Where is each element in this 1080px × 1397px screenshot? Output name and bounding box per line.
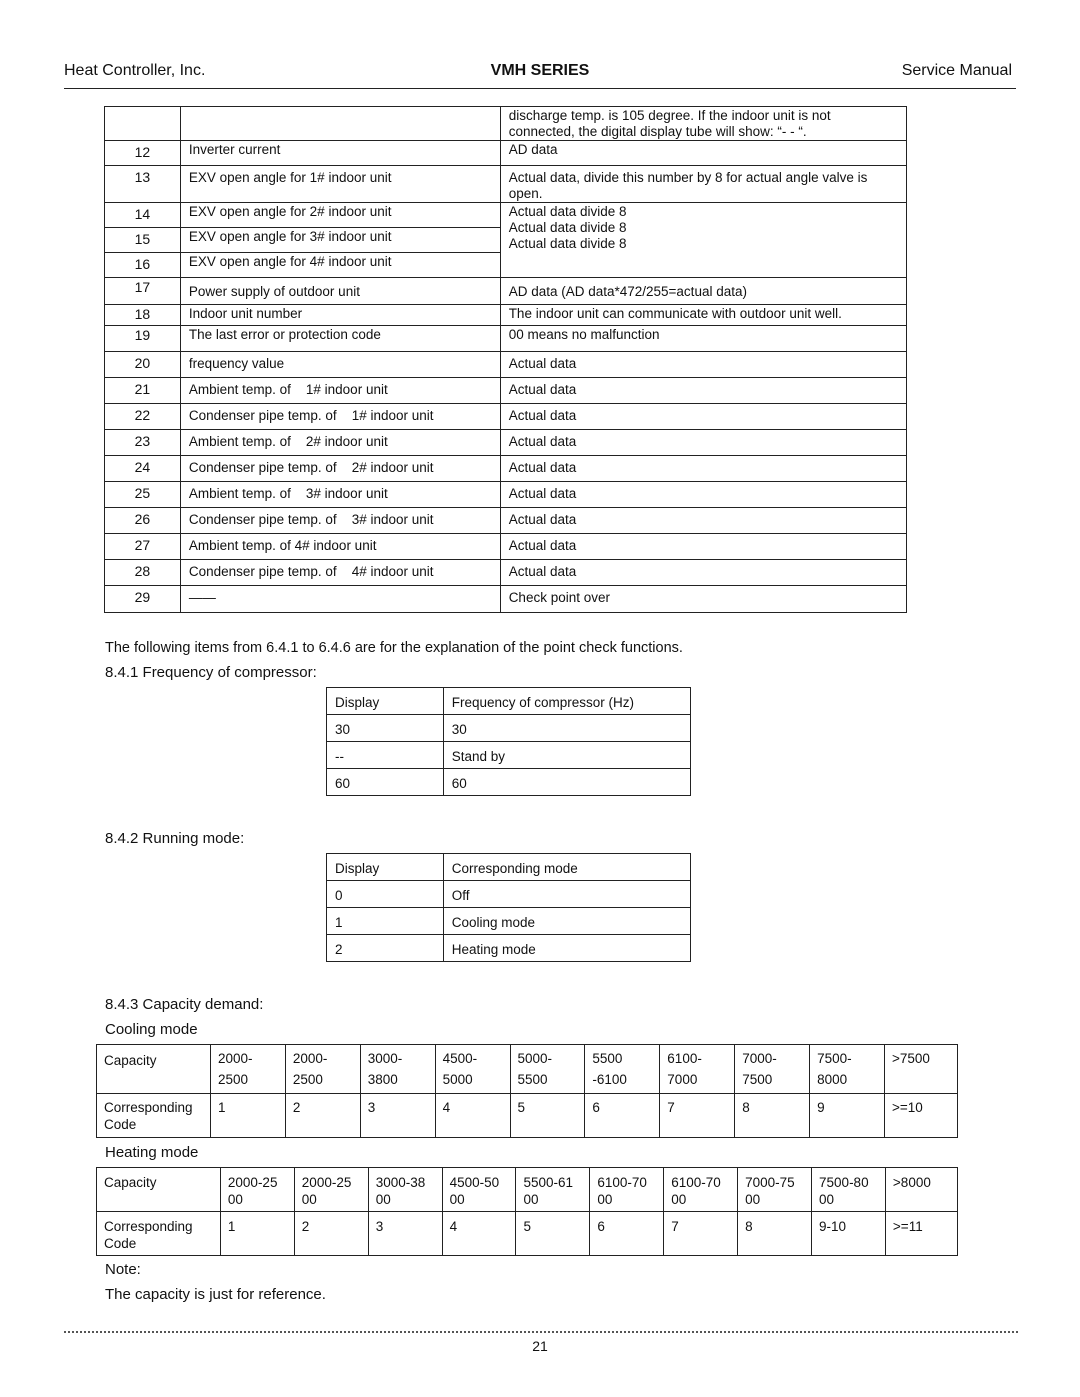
capacity-row (97, 1045, 958, 1094)
row-description: Actual data (500, 352, 906, 378)
table-row (327, 881, 691, 908)
capacity-cell (368, 1168, 442, 1212)
table-row (327, 715, 691, 742)
table-header-row (327, 854, 691, 881)
row-item: Inverter current (180, 141, 500, 166)
table-row (105, 586, 907, 613)
row-number: 15 (105, 228, 181, 253)
intro-paragraph: The following items from 6.4.1 to 6.4.6 are for the explanation of the point check functions. (105, 640, 683, 656)
row-item: Ambient temp. of 4# indoor unit (180, 534, 500, 560)
row-number: 25 (105, 482, 181, 508)
table-row (105, 107, 907, 141)
capacity-line: 7000- (742, 1051, 777, 1066)
row-item: Condenser pipe temp. of 1# indoor unit (180, 404, 500, 430)
capacity-line: 2000-25 (301, 1175, 352, 1190)
capacity-cell (660, 1045, 735, 1094)
code-cell: 5 (516, 1212, 590, 1256)
capacity-line: 00 (227, 1192, 243, 1207)
code-cell: 2 (285, 1094, 360, 1138)
section-heading-capacity-demand: 8.4.3 Capacity demand: (105, 996, 264, 1013)
code-cell: 7 (660, 1094, 735, 1138)
capacity-line: 6100- (667, 1051, 702, 1066)
row-description: Actual data (500, 404, 906, 430)
table-row (327, 742, 691, 769)
capacity-line: 00 (597, 1192, 613, 1207)
capacity-cell (885, 1168, 957, 1212)
capacity-line: 7500 (742, 1072, 773, 1087)
heating-capacity-table (96, 1167, 958, 1256)
table-row (327, 769, 691, 796)
section-heading-running-mode: 8.4.2 Running mode: (105, 830, 245, 847)
row-number: 21 (105, 378, 181, 404)
row-number: 13 (105, 166, 181, 203)
capacity-line: 3000-38 (375, 1175, 426, 1190)
capacity-line: 6100-70 (597, 1175, 647, 1190)
row-item: EXV open angle for 1# indoor unit (180, 166, 500, 203)
capacity-cell (516, 1168, 590, 1212)
company-name: Heat Controller, Inc. (64, 62, 206, 79)
row-description: discharge temp. is 105 degree. If the indoor unit is not connected, the digital display tube will show: “- - “. (500, 107, 906, 141)
code-cell: 7 (664, 1212, 738, 1256)
capacity-cell (585, 1045, 660, 1094)
capacity-label-text: Capacity (104, 1175, 157, 1190)
table-row (105, 560, 907, 586)
row-number: 20 (105, 352, 181, 378)
row-item: —— (180, 586, 500, 613)
table-row (105, 305, 907, 326)
row-number: 16 (105, 253, 181, 278)
row-number: 29 (105, 586, 181, 613)
code-cell: 9-10 (812, 1212, 886, 1256)
code-cell: 5 (510, 1094, 585, 1138)
capacity-line: 7500-80 (819, 1175, 869, 1190)
capacity-line: 00 (745, 1192, 761, 1207)
row-description: Actual data (500, 508, 906, 534)
code-label-line: Corresponding (104, 1219, 193, 1234)
table-cell: Cooling mode (443, 908, 690, 935)
capacity-line: 2000-25 (227, 1175, 278, 1190)
header-cell: Display (327, 688, 444, 715)
capacity-line: 5500-61 (523, 1175, 574, 1190)
row-number: 27 (105, 534, 181, 560)
table-row (105, 203, 907, 228)
capacity-cell (810, 1045, 885, 1094)
capacity-cell (210, 1045, 285, 1094)
capacity-line: >8000 (892, 1175, 931, 1190)
table-cell: 60 (327, 769, 444, 796)
code-cell: 9 (810, 1094, 885, 1138)
row-item: EXV open angle for 2# indoor unit (180, 203, 500, 228)
row-description: AD data (500, 141, 906, 166)
capacity-cell (360, 1045, 435, 1094)
capacity-cell (884, 1045, 957, 1094)
table-header-row (327, 688, 691, 715)
code-cell: 2 (294, 1212, 368, 1256)
capacity-label (97, 1168, 221, 1212)
capacity-cell (510, 1045, 585, 1094)
capacity-line: 00 (819, 1192, 835, 1207)
row-description: Actual data divide 8 (508, 220, 627, 235)
capacity-line: 2000- (217, 1051, 253, 1066)
row-number: 17 (105, 278, 181, 305)
capacity-line: 00 (523, 1192, 539, 1207)
capacity-line: 3000- (367, 1051, 403, 1066)
table-row (105, 456, 907, 482)
row-number: 23 (105, 430, 181, 456)
table-cell: Heating mode (443, 935, 690, 962)
capacity-line: 00 (375, 1192, 391, 1207)
capacity-line: >7500 (891, 1051, 930, 1066)
capacity-line: 5500 (517, 1072, 548, 1087)
row-description: Actual data (500, 482, 906, 508)
row-item: Ambient temp. of 2# indoor unit (180, 430, 500, 456)
capacity-line: -6100 (592, 1072, 627, 1087)
table-cell: 2 (327, 935, 444, 962)
cooling-capacity-table (96, 1044, 958, 1138)
row-number: 18 (105, 305, 181, 326)
capacity-line: 3800 (367, 1072, 398, 1087)
table-row (105, 326, 907, 352)
code-cell: 3 (360, 1094, 435, 1138)
capacity-line: 00 (449, 1192, 465, 1207)
code-label-line: Corresponding (104, 1100, 193, 1115)
capacity-line: 5000- (517, 1051, 553, 1066)
row-description: Actual data (500, 560, 906, 586)
table-cell: 30 (443, 715, 690, 742)
row-number: 28 (105, 560, 181, 586)
section-heading-frequency: 8.4.1 Frequency of compressor: (105, 664, 317, 681)
row-item: Power supply of outdoor unit (180, 278, 500, 305)
code-label-line: Code (104, 1117, 137, 1132)
code-cell: >=10 (884, 1094, 957, 1138)
note-label: Note: (105, 1261, 141, 1278)
row-description: Actual data (500, 378, 906, 404)
code-cell: 4 (435, 1094, 510, 1138)
exv-description-cell (500, 203, 906, 278)
row-number: 26 (105, 508, 181, 534)
capacity-label-text: Capacity (104, 1053, 157, 1068)
capacity-cell (735, 1045, 810, 1094)
table-row (105, 352, 907, 378)
row-description: Actual data, divide this number by 8 for actual angle valve is open. (500, 166, 906, 203)
series-title: VMH SERIES (490, 62, 590, 79)
heating-mode-title: Heating mode (105, 1144, 199, 1161)
code-label (97, 1094, 211, 1138)
capacity-cell (435, 1045, 510, 1094)
row-item: EXV open angle for 3# indoor unit (180, 228, 500, 253)
footer-divider (64, 1331, 1018, 1333)
code-label (97, 1212, 221, 1256)
code-row (97, 1094, 958, 1138)
table-row (105, 278, 907, 305)
header-divider (64, 88, 1016, 89)
point-check-table (104, 106, 907, 613)
row-item: The last error or protection code (180, 326, 500, 352)
capacity-line: 2000- (292, 1051, 328, 1066)
table-cell: 60 (443, 769, 690, 796)
row-number: 12 (105, 141, 181, 166)
table-row (105, 166, 907, 203)
capacity-line: 2500 (217, 1072, 248, 1087)
table-row (105, 534, 907, 560)
code-cell: 8 (738, 1212, 812, 1256)
table-cell: 1 (327, 908, 444, 935)
code-cell: 8 (735, 1094, 810, 1138)
capacity-line: 00 (301, 1192, 317, 1207)
capacity-line: 2500 (292, 1072, 323, 1087)
note-text: The capacity is just for reference. (105, 1286, 326, 1303)
capacity-line: 7000-75 (745, 1175, 795, 1190)
table-row (105, 141, 907, 166)
row-item: Indoor unit number (180, 305, 500, 326)
row-number: 14 (105, 203, 181, 228)
row-item: Condenser pipe temp. of 2# indoor unit (180, 456, 500, 482)
code-cell: >=11 (885, 1212, 957, 1256)
code-cell: 4 (442, 1212, 516, 1256)
capacity-row (97, 1168, 958, 1212)
row-description: Actual data (500, 534, 906, 560)
header-cell: Display (327, 854, 444, 881)
row-item: Condenser pipe temp. of 3# indoor unit (180, 508, 500, 534)
table-cell: 30 (327, 715, 444, 742)
page-number: 21 (532, 1338, 548, 1354)
code-cell: 6 (585, 1094, 660, 1138)
capacity-line: 4500- (442, 1051, 478, 1066)
capacity-line: 6100-70 (671, 1175, 721, 1190)
capacity-cell (220, 1168, 294, 1212)
table-row (327, 935, 691, 962)
capacity-line: 7500- (817, 1051, 852, 1066)
row-number: 22 (105, 404, 181, 430)
code-cell: 3 (368, 1212, 442, 1256)
row-number: 19 (105, 326, 181, 352)
capacity-cell (285, 1045, 360, 1094)
capacity-line: 5000 (442, 1072, 473, 1087)
row-description: AD data (AD data*472/255=actual data) (500, 278, 906, 305)
code-row (97, 1212, 958, 1256)
table-row (105, 482, 907, 508)
capacity-line: 7000 (667, 1072, 698, 1087)
header-cell: Frequency of compressor (Hz) (443, 688, 690, 715)
frequency-table (326, 687, 691, 796)
row-description: Check point over (500, 586, 906, 613)
header-cell: Corresponding mode (443, 854, 690, 881)
row-number (105, 107, 181, 141)
code-cell: 1 (220, 1212, 294, 1256)
row-item: EXV open angle for 4# indoor unit (180, 253, 500, 278)
row-item: Condenser pipe temp. of 4# indoor unit (180, 560, 500, 586)
table-cell: -- (327, 742, 444, 769)
row-description: Actual data divide 8 (508, 236, 627, 251)
row-description: Actual data (500, 430, 906, 456)
capacity-line: 5500 (592, 1051, 623, 1066)
row-item: Ambient temp. of 1# indoor unit (180, 378, 500, 404)
table-cell: Stand by (443, 742, 690, 769)
running-mode-table (326, 853, 691, 962)
capacity-label (97, 1045, 211, 1094)
row-description: Actual data divide 8 (508, 204, 627, 219)
capacity-line: 00 (671, 1192, 687, 1207)
row-description: 00 means no malfunction (500, 326, 906, 352)
table-row (105, 378, 907, 404)
table-cell: Off (443, 881, 690, 908)
code-label-line: Code (104, 1236, 137, 1251)
capacity-line: 4500-50 (449, 1175, 500, 1190)
capacity-cell (590, 1168, 664, 1212)
capacity-cell (738, 1168, 812, 1212)
table-cell: 0 (327, 881, 444, 908)
row-item: Ambient temp. of 3# indoor unit (180, 482, 500, 508)
code-cell: 1 (210, 1094, 285, 1138)
table-row (327, 908, 691, 935)
code-cell: 6 (590, 1212, 664, 1256)
capacity-cell (664, 1168, 738, 1212)
row-item (180, 107, 500, 141)
row-item: frequency value (180, 352, 500, 378)
table-row (105, 430, 907, 456)
manual-title: Service Manual (901, 62, 1012, 79)
capacity-line: 8000 (817, 1072, 848, 1087)
cooling-mode-title: Cooling mode (105, 1021, 198, 1038)
capacity-cell (294, 1168, 368, 1212)
row-number: 24 (105, 456, 181, 482)
row-description: Actual data (500, 456, 906, 482)
capacity-cell (442, 1168, 516, 1212)
table-row (105, 508, 907, 534)
table-row (105, 404, 907, 430)
row-description: The indoor unit can communicate with outdoor unit well. (500, 305, 906, 326)
capacity-cell (812, 1168, 886, 1212)
